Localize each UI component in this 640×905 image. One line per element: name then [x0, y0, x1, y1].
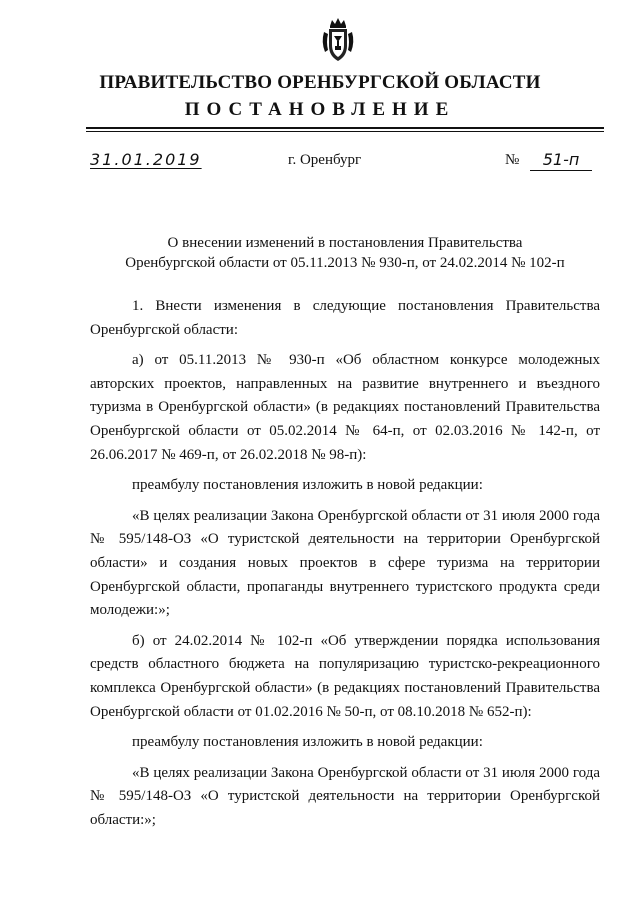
- header-divider: [86, 127, 604, 129]
- body-paragraph: преамбулу постановления изложить в новой редакции:: [132, 477, 483, 494]
- subject-line: О внесении изменений в постановления Правительства: [167, 235, 523, 251]
- document-city: г. Оренбург: [288, 152, 362, 168]
- organization-title: ПРАВИТЕЛЬСТВО ОРЕНБУРГСКОЙ ОБЛАСТИ: [99, 72, 541, 93]
- number-sign: №: [505, 152, 520, 168]
- body-paragraph: 1. Внести изменения в следующие постановления Правительства Оренбургской области:: [90, 298, 600, 338]
- document-date: 31.01.2019: [90, 150, 202, 169]
- subject-line: Оренбургской области от 05.11.2013 № 930-п, от 24.02.2014 № 102-п: [125, 255, 565, 271]
- document-meta: [0, 150, 640, 172]
- body-paragraph: а) от 05.11.2013 № 930-п «Об областном конкурсе молодежных авторских проектов, направленных на развитие внутреннего и въездного туризма в Оренбургской области» (в редакциях постановлений Правительства Оренбургской области от 05.02.2014 № 64-п, от 02.03.2016 № 142-п, от 26.06.2017 № 469-п, от 26.02.2018 № 98-п):: [90, 352, 600, 463]
- body-paragraph: «В целях реализации Закона Оренбургской области от 31 июля 2000 года № 595/148-ОЗ «О туристской деятельности на территории Оренбургской области:»;: [90, 764, 600, 828]
- body-paragraph: «В целях реализации Закона Оренбургской области от 31 июля 2000 года № 595/148-ОЗ «О туристской деятельности на территории Оренбургской области» и создания новых проектов в сфере туризма на территории Оренбургской области, пропаганды внутреннего туристского продукта среди молодежи:»;: [90, 507, 600, 619]
- document-number: 51-п: [530, 150, 592, 171]
- document-body: [90, 295, 600, 839]
- body-paragraph: б) от 24.02.2014 № 102-п «Об утверждении порядка использования средств областного бюджета на популяризацию туристско-рекреационного комплекса Оренбургской области» (в редакциях постановлений Правительства Оренбургской области от 01.02.2016 № 50-п, от 08.10.2018 № 652-п):: [90, 632, 600, 720]
- document-subject: [90, 233, 600, 273]
- coat-of-arms-icon: [320, 16, 356, 64]
- header-divider-thin: [86, 131, 604, 132]
- document-type-title: ПОСТАНОВЛЕНИЕ: [184, 99, 456, 120]
- body-paragraph: преамбулу постановления изложить в новой редакции:: [132, 734, 483, 751]
